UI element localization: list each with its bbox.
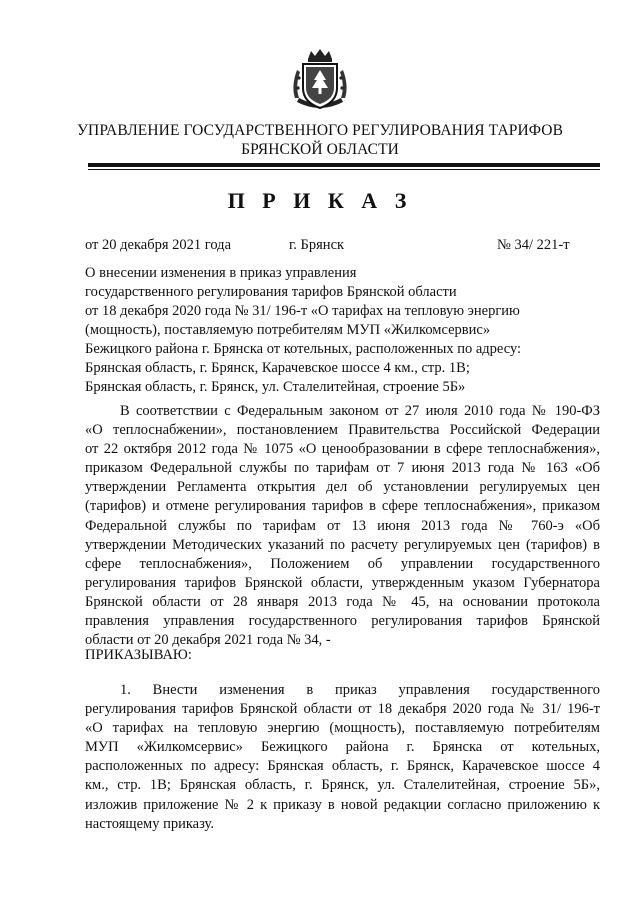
org-name-line2: БРЯНСКОЙ ОБЛАСТИ bbox=[241, 141, 399, 158]
item-1-line: км., стр. 1В; Брянская область, г. Брянск, ул. Сталелитейная, строение 5Б», bbox=[85, 777, 600, 794]
preamble-line: регулирования тарифов Брянской области, утвержденным указом Губернатора bbox=[85, 574, 600, 591]
subject-line: О внесении изменения в приказ управления bbox=[85, 265, 357, 281]
preamble-line: Брянской области от 28 января 2013 года № 45, на основании протокола bbox=[85, 593, 600, 610]
item-1-line: расположенных по адресу: Брянская область, г. Брянск, Карачевское шоссе 4 bbox=[85, 758, 600, 775]
preamble-line: области от 20 декабря 2021 года № 34, - bbox=[85, 632, 331, 649]
document-title: П Р И К А З bbox=[227, 188, 413, 213]
item-1-line: 1. Внести изменения в приказ управления государственного bbox=[120, 682, 600, 698]
item-1-line: регулирования тарифов Брянской области от 18 декабря 2020 года № 31/ 196-т bbox=[85, 701, 600, 718]
subject-line: Брянская область, г. Брянск, ул. Сталелитейная, строение 5Б» bbox=[85, 379, 466, 395]
preamble-line: правления управления государственного регулирования тарифов Брянской bbox=[85, 613, 600, 630]
coat-of-arms-icon bbox=[289, 48, 351, 116]
preamble-line: Федеральной службы по тарифам от 13 июня 2013 года № 760-э «Об bbox=[85, 517, 600, 534]
header-rule-thick bbox=[88, 163, 600, 167]
header-rule-thin bbox=[88, 169, 600, 170]
preamble-paragraph bbox=[85, 402, 600, 650]
item-1-line: изложив приложение № 2 к приказу в новой редакции согласно приложению к bbox=[85, 796, 600, 813]
preamble-line: (тарифов) и отмене регулирования тарифов в сфере теплоснабжения», приказом bbox=[85, 498, 600, 515]
order-date: от 20 декабря 2021 года bbox=[85, 237, 231, 253]
order-city: г. Брянск bbox=[289, 237, 345, 253]
item-1-line: «О тарифах на тепловую энергию (мощность), поставляемую потребителям bbox=[85, 720, 600, 737]
org-name-line1: УПРАВЛЕНИЕ ГОСУДАРСТВЕННОГО РЕГУЛИРОВАНИЯ ТАРИФОВ bbox=[76, 122, 564, 139]
subject-line: Брянская область, г. Брянск, Карачевское шоссе 4 км., стр. 1В; bbox=[85, 360, 470, 376]
preamble-line: утверждении Методических указаний по расчету регулируемых цен (тарифов) в bbox=[85, 536, 600, 553]
item-1-line: настоящему приказу. bbox=[85, 815, 214, 832]
preamble-line: «О теплоснабжении», постановлением Правительства Российской Федерации bbox=[85, 422, 600, 439]
subject-line: государственного регулирования тарифов Брянской области bbox=[85, 284, 457, 300]
subject-line: от 18 декабря 2020 года № 31/ 196-т «О тарифах на тепловую энергию bbox=[85, 303, 520, 319]
preamble-line: В соответствии с Федеральным законом от 27 июля 2010 года № 190-ФЗ bbox=[120, 403, 600, 419]
subject-line: Бежицкого района г. Брянска от котельных, расположенных по адресу: bbox=[85, 341, 522, 357]
preamble-line: утверждении Регламента открытия дел об установлении регулируемых цен bbox=[85, 479, 600, 496]
preamble-line: приказом Федеральной службы по тарифам от 7 июня 2013 года № 163 «Об bbox=[85, 460, 600, 477]
order-subject bbox=[85, 264, 605, 397]
order-number: № 34/ 221-т bbox=[497, 237, 570, 253]
preamble-line: сфере теплоснабжения», Положением об управлении государственного bbox=[85, 555, 600, 572]
item-1-line: МУП «Жилкомсервис» Бежицкого района г. Брянска от котельных, bbox=[85, 739, 600, 756]
order-word: ПРИКАЗЫВАЮ: bbox=[85, 647, 192, 663]
preamble-line: от 22 октября 2012 года № 1075 «О ценообразовании в сфере теплоснабжения», bbox=[85, 441, 600, 458]
item-1-paragraph bbox=[85, 681, 600, 834]
subject-line: (мощность), поставляемую потребителям МУП «Жилкомсервис» bbox=[85, 322, 491, 338]
